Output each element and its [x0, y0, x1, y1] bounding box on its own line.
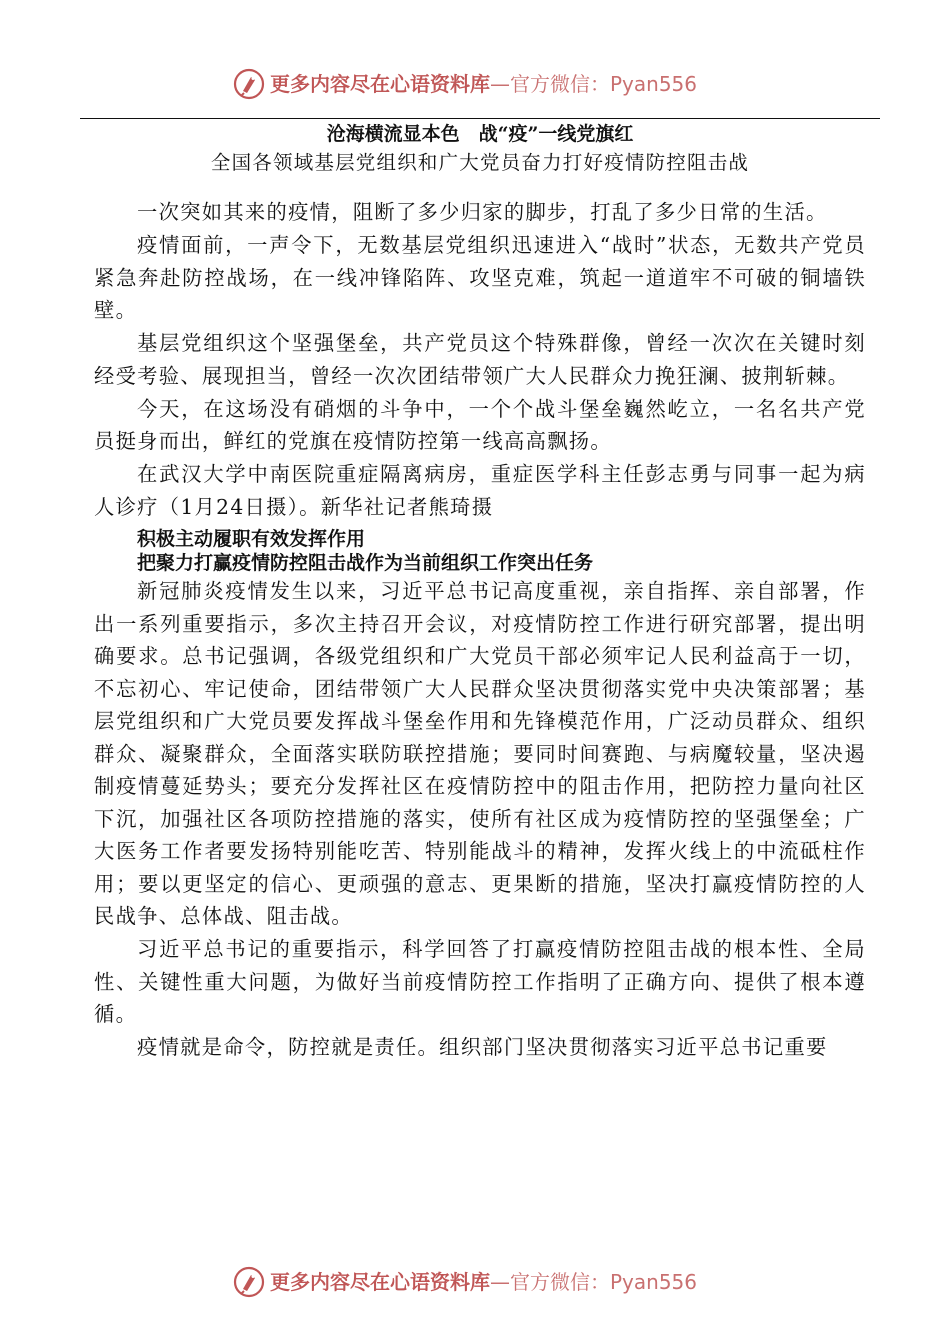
paragraph: 今天，在这场没有硝烟的斗争中，一个个战斗堡垒巍然屹立，一名名共产党员挺身而出，鲜红的党旗在疫情防控第一线高高飘扬。 [94, 396, 866, 453]
header-rule [80, 118, 880, 119]
paragraph: 疫情面前，一声令下，无数基层党组织迅速进入“战时”状态，无数共产党员紧急奔赴防控战场，在一线冲锋陷阵、攻坚克难，筑起一道道牢不可破的铜墙铁壁。 [94, 233, 866, 322]
article-subtitle: 全国各领域基层党组织和广大党员奋力打好疫情防控阻击战 [210, 151, 750, 174]
fountain-pen-seal-icon [232, 1265, 266, 1299]
watermark-banner-top [0, 64, 950, 104]
paragraph: 基层党组织这个坚强堡垒，共产党员这个特殊群像，曾经一次次在关键时刻经受考验、展现担当，曾经一次次团结带领广大人民群众力挽狂澜、披荆斩棘。 [94, 331, 866, 388]
paragraph: 一次突如其来的疫情，阻断了多少归家的脚步，打乱了多少日常的生活。 [137, 200, 828, 224]
paragraph: 习近平总书记的重要指示，科学回答了打赢疫情防控阻击战的根本性、全局性、关键性重大问题，为做好当前疫情防控工作指明了正确方向、提供了根本遵循。 [94, 937, 866, 1026]
photo-caption: 在武汉大学中南医院重症隔离病房，重症医学科主任彭志勇与同事一起为病人诊疗（1月24日摄）。新华社记者熊琦摄 [94, 462, 866, 519]
watermark-text: 更多内容尽在心语资料库—官方微信：Pyan556 [270, 72, 698, 96]
section-heading: 积极主动履职有效发挥作用 [137, 528, 366, 550]
paragraph: 新冠肺炎疫情发生以来，习近平总书记高度重视，亲自指挥、亲自部署，作出一系列重要指示，多次主持召开会议，对疫情防控工作进行研究部署，提出明确要求。总书记强调，各级党组织和广大党员干部必须牢记人民利益高于一切，不忘初心、牢记使命，团结带领广大人民群众坚决贯彻落实党中央决策部署；基层党组织和广大党员要发挥战斗堡垒作用和先锋模范作用，广泛动员群众、组织群众、凝聚群众，全面落实联防联控措施；要同时间赛跑、与病魔较量，坚决遏制疫情蔓延势头；要充分发挥社区在疫情防控中的阻击作用，把防控力量向社区下沉，加强社区各项防控措施的落实，使所有社区成为疫情防控的坚强堡垒；广大医务工作者要发扬特别能吃苦、特别能战斗的精神，发挥火线上的中流砥柱作用；要以更坚定的信心、更顽强的意志、更果断的措施，坚决打赢疫情防控的人民战争、总体战、阻击战。 [94, 579, 866, 928]
article-title: 沧海横流显本色 战“疫”一线党旗红 [326, 123, 634, 145]
watermark-text: 更多内容尽在心语资料库—官方微信：Pyan556 [270, 1270, 698, 1294]
fountain-pen-seal-icon [232, 67, 266, 101]
article-body [94, 196, 866, 1064]
paragraph: 疫情就是命令，防控就是责任。组织部门坚决贯彻落实习近平总书记重要 [137, 1035, 828, 1059]
watermark-banner-bottom [0, 1262, 950, 1302]
section-heading: 把聚力打赢疫情防控阻击战作为当前组织工作突出任务 [137, 552, 594, 574]
